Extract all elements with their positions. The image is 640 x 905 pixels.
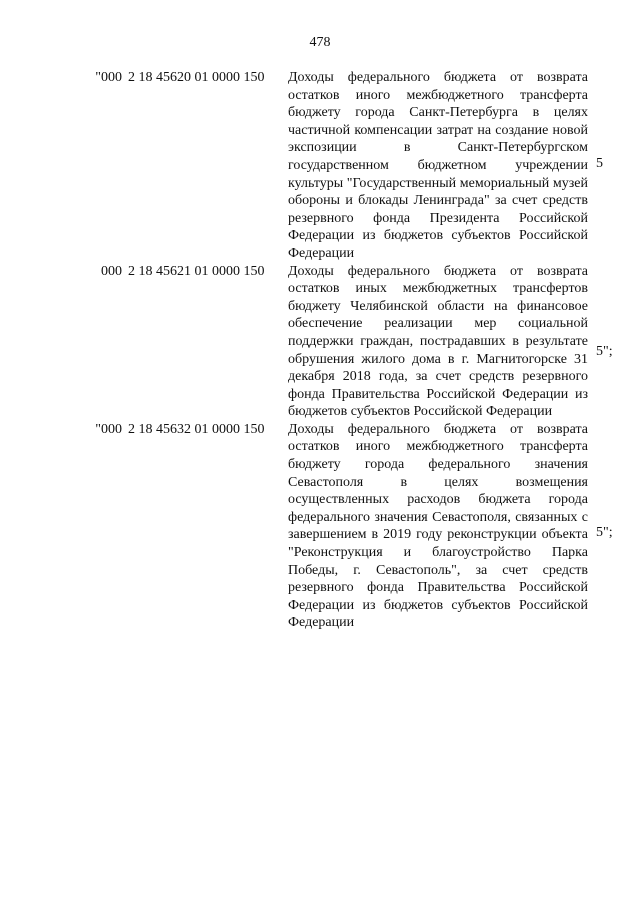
table-row (0, 263, 640, 421)
page-number: 478 (309, 35, 331, 50)
normative-value: 5 (596, 156, 603, 171)
budget-classification-code: 2 18 45621 01 0000 150 (128, 263, 265, 279)
table-row (0, 69, 640, 263)
normative-value: 5"; (596, 343, 613, 359)
budget-codes-table (0, 69, 640, 632)
admin-code: 000 (101, 263, 122, 279)
budget-classification-code: 2 18 45620 01 0000 150 (128, 70, 265, 85)
budget-classification-code: 2 18 45632 01 0000 150 (128, 421, 265, 437)
normative-value: 5"; (596, 524, 613, 540)
admin-code: "000 (95, 421, 122, 437)
revenue-description: Доходы федерального бюджета от возврата остатков иного межбюджетного трансферта бюджету города федерального значения Севастополя в целях возмещения осуществленных расходов бюджета города федерального значения Севастополя, связанных с завершением в 2019 году реконструкции объекта "Реконструкция и благоустройство Парка Победы, г. Севастополь", за счет средств резервного фонда Правительства Российской Федерации из бюджетов субъектов Российской Федерации (288, 421, 588, 631)
admin-code: "000 (95, 70, 122, 85)
revenue-description: Доходы федерального бюджета от возврата остатков иных межбюджетных трансфертов бюджету Челябинской области на финансовое обеспечение реализации мер социальной поддержки граждан, пострадавших в результате обрушения жилого дома в г. Магнитогорске 31 декабря 2018 года, за счет средств резервного фонда Правительства Российской Федерации из бюджетов субъектов Российской Федерации (288, 263, 588, 420)
revenue-description: Доходы федерального бюджета от возврата остатков иного межбюджетного трансферта бюджету города Санкт-Петербурга в целях частичной компенсации затрат на создание новой экспозиции в Санкт-Петербургском государственном бюджетном учреждении культуры "Государственный мемориальный музей обороны и блокады Ленинграда" за счет средств резервного фонда Президента Российской Федерации из бюджетов субъектов Российской Федерации (288, 70, 588, 261)
table-row (0, 421, 640, 632)
